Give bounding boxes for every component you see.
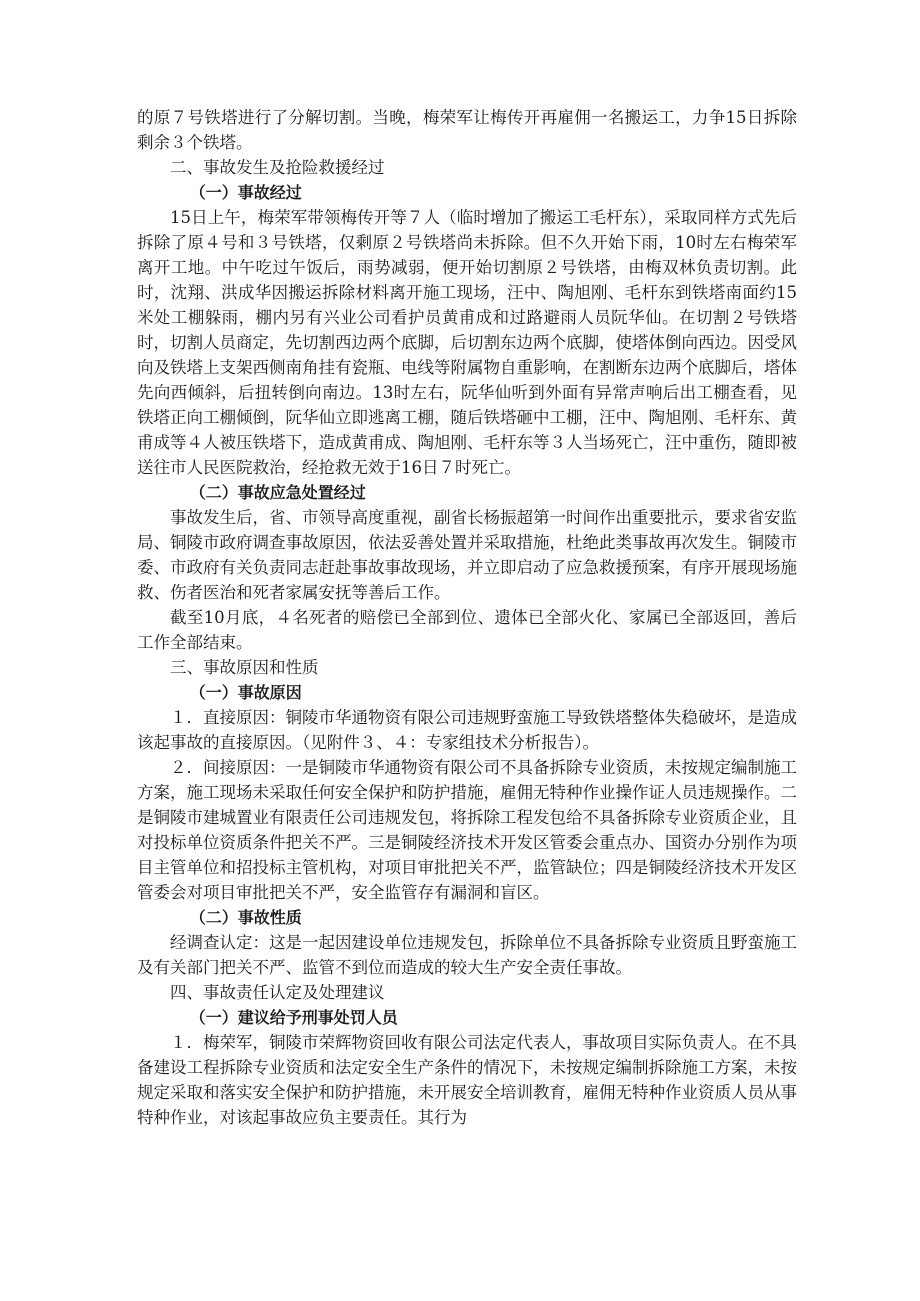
document-body — [137, 105, 797, 1130]
subsection-heading-accident-nature: （二）事故性质 — [189, 908, 302, 927]
section-heading-2: 二、事故发生及抢险救援经过 — [170, 158, 385, 177]
paragraph-direct-cause: １．直接原因：铜陵市华通物资有限公司违规野蛮施工导致铁塔整体失稳破坏，是造成该起事故的直接原因。（见附件３、４：专家组技术分析报告）。 — [137, 708, 797, 752]
paragraph-accident-nature: 经调查认定：这是一起因建设单位违规发包，拆除单位不具备拆除专业资质且野蛮施工及有关部门把关不严、监管不到位而造成的较大生产安全责任事故。 — [137, 933, 797, 977]
section-heading-3: 三、事故原因和性质 — [170, 658, 319, 677]
paragraph-aftermath: 截至10月底，４名死者的赔偿已全部到位、遗体已全部火化、家属已全部返回，善后工作全部结束。 — [137, 608, 797, 652]
paragraph-continuation: 的原７号铁塔进行了分解切割。当晚，梅荣军让梅传开再雇佣一名搬运工，力争15日拆除剩余３个铁塔。 — [137, 108, 797, 152]
subsection-heading-accident-process: （一）事故经过 — [189, 183, 302, 202]
paragraph-emergency-response: 事故发生后，省、市领导高度重视，副省长杨振超第一时间作出重要批示，要求省安监局、铜陵市政府调查事故原因，依法妥善处置并采取措施，杜绝此类事故再次发生。铜陵市委、市政府有关负责同志赶赴事故事故现场，并立即启动了应急救援预案，有序开展现场施救、伤者医治和死者家属安抚等善后工作。 — [137, 508, 797, 602]
paragraph-indirect-cause: ２．间接原因：一是铜陵市华通物资有限公司不具备拆除专业资质，未按规定编制施工方案，施工现场未采取任何安全保护和防护措施，雇佣无特种作业操作证人员违规操作。二是铜陵市建城置业有限责任公司违规发包，将拆除工程发包给不具备拆除专业资质企业，且对投标单位资质条件把关不严。三是铜陵经济技术开发区管委会重点办、国资办分别作为项目主管单位和招投标主管机构，对项目审批把关不严，监管缺位；四是铜陵经济技术开发区管委会对项目审批把关不严，安全监管存有漏洞和盲区。 — [137, 758, 797, 902]
subsection-heading-emergency-response: （二）事故应急处置经过 — [189, 483, 366, 502]
section-heading-4: 四、事故责任认定及处理建议 — [170, 983, 385, 1002]
paragraph-accident-process: 15日上午，梅荣军带领梅传开等７人（临时增加了搬运工毛杆东），采取同样方式先后拆除了原４号和３号铁塔，仅剩原２号铁塔尚未拆除。但不久开始下雨，10时左右梅荣军离开工地。中午吃过午饭后，雨势减弱，便开始切割原２号铁塔，由梅双林负责切割。此时，沈翔、洪成华因搬运拆除材料离开施工现场，汪中、陶旭刚、毛杆东到铁塔南面约15米处工棚躲雨，棚内另有兴业公司看护员黄甫成和过路避雨人员阮华仙。在切割２号铁塔时，切割人员商定，先切割西边两个底脚，后切割东边两个底脚，使塔体倒向西边。因受风向及铁塔上支架西侧南角挂有瓷瓶、电线等附属物自重影响，在割断东边两个底脚后，塔体先向西倾斜，后扭转倒向南边。13时左右，阮华仙听到外面有异常声响后出工棚查看，见铁塔正向工棚倾倒，阮华仙立即逃离工棚，随后铁塔砸中工棚，汪中、陶旭刚、毛杆东、黄甫成等４人被压铁塔下，造成黄甫成、陶旭刚、毛杆东等３人当场死亡，汪中重伤，随即被送往市人民医院救治，经抢救无效于16日７时死亡。 — [137, 208, 797, 477]
subsection-heading-accident-cause: （一）事故原因 — [189, 683, 302, 702]
paragraph-mei-rongjun: １．梅荣军，铜陵市荣辉物资回收有限公司法定代表人，事故项目实际负责人。在不具备建设工程拆除专业资质和法定安全生产条件的情况下，未按规定编制拆除施工方案，未按规定采取和落实安全保护和防护措施，未开展安全培训教育，雇佣无特种作业资质人员从事特种作业，对该起事故应负主要责任。其行为 — [137, 1033, 797, 1127]
subsection-heading-criminal-penalty: （一）建议给予刑事处罚人员 — [189, 1008, 398, 1027]
